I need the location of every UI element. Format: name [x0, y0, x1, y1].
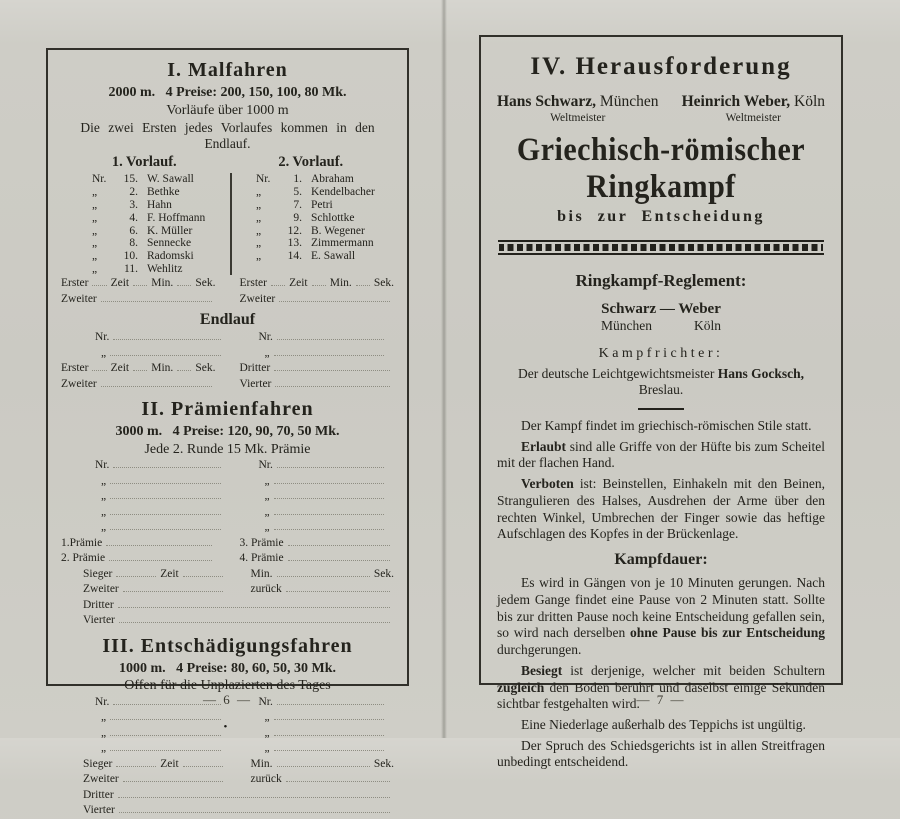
min-label: Min. [151, 277, 174, 289]
ditto-mark: „ [264, 711, 270, 724]
result-label: Dritter [239, 362, 271, 375]
rider-name: Hahn [147, 198, 172, 211]
praemienfahren-results [61, 567, 394, 629]
time-label: Zeit [160, 567, 179, 580]
blank-line [110, 741, 220, 751]
blank-line [274, 741, 384, 751]
rider-prefix: „ [256, 224, 262, 237]
pairing-city-left: München [601, 318, 652, 333]
rider-number: 9. [293, 211, 302, 224]
pairing-cities [497, 318, 825, 334]
min-label: Min. [151, 362, 174, 375]
result-label: Zweiter [61, 292, 97, 305]
heat2-list [232, 172, 394, 276]
contestant-right [682, 93, 825, 124]
rule-paragraph: Der Spruch des Schiedsgerichts ist in allen Streitfragen unbedingt entscheidend. [497, 737, 825, 770]
rider-name: F. Hoffmann [147, 211, 206, 224]
rider-row [92, 199, 230, 212]
rider-row [92, 186, 230, 199]
left-page [46, 48, 409, 817]
blank-line [110, 489, 220, 499]
rider-number: 10. [123, 250, 138, 263]
sek-label: Sek. [373, 757, 394, 770]
rider-prefix: „ [92, 237, 98, 250]
ditto-mark: „ [264, 521, 270, 534]
rule-text: Es wird in Gängen von je 10 Minuten gerungen. Nach jedem Gange findet eine Pause von 2 Minuten statt. Sollte bis zur dritten Pause noch keine Entscheidung gefallen sein, so wird nach derselben [497, 575, 825, 641]
rider-prefix: „ [256, 198, 262, 211]
blank-line [118, 598, 390, 608]
pairing-city-right: Köln [694, 318, 721, 333]
contestant-city: München [596, 93, 659, 110]
contestant-city: Köln [790, 93, 825, 110]
result-label: Vierter [83, 614, 115, 627]
referee-title: Kampfrichter: [598, 346, 724, 361]
blank-line [177, 276, 191, 286]
blank-line [279, 292, 390, 302]
blank-line [274, 520, 384, 530]
blank-line [110, 710, 220, 720]
rider-name: Petri [311, 198, 333, 211]
rider-prefix: „ [92, 250, 98, 263]
ditto-mark: „ [101, 726, 107, 739]
rule-text: ist: Beinstellen, Einhakeln mit den Beinen, Strangulieren des Halses, Ausdrehen der Arme über den rechten Winkel, Umbrechen der Finger sowie das heftige Aufschlagen des Kopfes in der Brückenlage. [497, 476, 825, 542]
blank-line [116, 757, 156, 767]
blank-line [177, 361, 191, 371]
section-praemienfahren-title: II. Prämienfahren [141, 398, 314, 421]
sek-label: Sek. [195, 277, 216, 289]
rule-paragraph [497, 575, 825, 659]
praemie-label: 3. Prämie [239, 536, 284, 549]
decorative-square-band [498, 240, 824, 255]
praemien-lines [61, 536, 394, 567]
praemienfahren-prices: 3000 m. 4 Preise: 120, 90, 70, 50 Mk. [115, 424, 340, 440]
nr-label: Nr. [258, 695, 273, 708]
sek-label: Sek. [373, 567, 394, 580]
blank-line [118, 788, 390, 798]
blank-line [271, 276, 285, 286]
time-label: Zeit [160, 757, 179, 770]
blank-line [275, 377, 390, 387]
rider-name: Zimmermann [311, 237, 374, 250]
praemienfahren-entries [61, 458, 394, 536]
page-number-left: — 6 — [203, 692, 252, 707]
blank-line [101, 292, 212, 302]
blank-line [92, 361, 106, 371]
ditto-mark: „ [101, 742, 107, 755]
section-herausforderung-title: IV. Herausforderung [530, 53, 792, 80]
rider-name: Radomski [147, 250, 194, 263]
time-label: Zeit [289, 277, 308, 289]
rule-keyword: zugleich [497, 679, 545, 695]
ditto-mark: „ [101, 505, 107, 518]
pairing: Schwarz — Weber [601, 301, 721, 317]
section-entschaedigungsfahren-title: III. Entschädigungsfahren [102, 634, 353, 657]
rider-name: E. Sawall [311, 250, 356, 263]
event-subheadline: bis zur Entscheidung [557, 208, 765, 225]
referee-pre: Der deutsche Leichtgewichtsmeister [517, 366, 718, 381]
blank-line [288, 551, 390, 561]
blank-line [274, 710, 384, 720]
result-label: Erster [61, 362, 89, 375]
contestant-subtitle: Weltmeister [725, 112, 781, 124]
contestant-subtitle: Weltmeister [550, 112, 606, 124]
rider-name: W. Sawall [147, 173, 194, 185]
nr-label: Nr. [95, 695, 110, 708]
result-label: Zweiter [83, 773, 119, 786]
blank-line [133, 276, 147, 286]
rider-number: 6. [129, 224, 138, 237]
blank-line [116, 567, 156, 577]
blank-line [277, 330, 384, 340]
praemie-label: 2. Prämie [61, 552, 106, 565]
rule-keyword: Erlaubt [521, 438, 567, 454]
ditto-mark: „ [264, 474, 270, 487]
right-page [479, 35, 843, 770]
rider-row [256, 250, 394, 263]
zurueck-label: zurück [250, 773, 282, 786]
rider-name: Schlottke [311, 211, 355, 224]
ditto-mark: „ [101, 521, 107, 534]
result-label: Dritter [83, 598, 114, 611]
rider-name: Sennecke [147, 237, 192, 250]
referee-line [497, 366, 825, 398]
rider-number: 15. [123, 173, 138, 185]
result-label: Vierter [239, 377, 272, 390]
rider-prefix: „ [92, 185, 98, 198]
heat-results [61, 276, 394, 307]
reglement-title: Ringkampf-Reglement: [575, 271, 747, 290]
nr-label: Nr. [95, 459, 110, 472]
blank-line [110, 474, 220, 484]
rule-paragraph: Der Kampf findet im griechisch-römischen Stile statt. [521, 418, 812, 433]
ditto-mark: „ [264, 346, 270, 359]
min-label: Min. [250, 567, 273, 580]
blank-line [274, 474, 384, 484]
nr-label: Nr. [95, 331, 110, 344]
result-label: Sieger [83, 757, 113, 770]
blank-line [113, 330, 220, 340]
blank-line [274, 726, 384, 736]
rider-row [256, 199, 394, 212]
rider-prefix: Nr. [256, 173, 271, 185]
rider-prefix: „ [92, 211, 98, 224]
zurueck-label: zurück [250, 583, 282, 596]
rule-text: durchgerungen. [497, 642, 582, 658]
blank-line [119, 803, 390, 813]
rider-number: 12. [287, 224, 302, 237]
ditto-mark: „ [101, 346, 107, 359]
rider-name: B. Wegener [311, 224, 365, 237]
referee-post: Breslau. [638, 382, 684, 397]
rule-paragraph [497, 476, 825, 543]
blank-line [277, 458, 384, 468]
result-label: Erster [61, 277, 89, 289]
rider-row [256, 237, 394, 250]
rider-name: K. Müller [147, 224, 193, 237]
time-label: Zeit [110, 277, 130, 289]
rider-number: 11. [124, 263, 138, 276]
rider-row [92, 212, 230, 225]
rule-text: den Boden berührt und daselbst einige Sekunden sichtbar festgehalten wird. [497, 679, 825, 712]
blank-line [274, 361, 390, 371]
rider-number: 5. [293, 185, 302, 198]
contestant-name: Hans Schwarz, [497, 93, 597, 110]
rider-number: 7. [293, 198, 302, 211]
ditto-mark: „ [264, 726, 270, 739]
heat2-title: 2. Vorlauf. [278, 154, 344, 170]
blank-line [92, 276, 106, 286]
rider-row [256, 225, 394, 238]
rule-paragraph [497, 439, 825, 472]
rider-prefix: „ [256, 250, 262, 263]
blank-line [183, 567, 223, 577]
min-label: Min. [250, 757, 273, 770]
result-label: Zweiter [61, 377, 97, 390]
blank-line [101, 377, 212, 387]
entschaedigungsfahren-results [61, 757, 394, 819]
rider-row [92, 263, 230, 276]
blank-line [288, 536, 390, 546]
section-malfahren-title: I. Malfahren [167, 59, 288, 81]
praemie-label: 1.Prämie [61, 536, 103, 549]
rule-keyword: Verboten [521, 476, 574, 492]
ditto-mark: „ [101, 490, 107, 503]
blank-line [183, 757, 223, 767]
ditto-mark: „ [101, 711, 107, 724]
rider-prefix: „ [256, 237, 262, 250]
malfahren-prices: 2000 m. 4 Preise: 200, 150, 100, 80 Mk. [108, 85, 347, 100]
result-label: Sieger [83, 567, 113, 580]
divider-rule [638, 408, 684, 410]
rider-row [256, 186, 394, 199]
page-number-right: — 7 — [636, 692, 686, 707]
heat1-list [61, 172, 230, 276]
rider-row [92, 237, 230, 250]
ditto-mark: „ [101, 474, 107, 487]
page-fold [441, 0, 447, 738]
endlauf-results [61, 361, 394, 392]
rule-text: ist derjenige, welcher mit beiden Schultern [562, 662, 825, 678]
referee-name: Hans Gocksch, [717, 366, 805, 381]
blank-line [133, 361, 147, 371]
blank-line [123, 772, 223, 782]
blank-line [286, 582, 390, 592]
blank-line [274, 346, 384, 356]
rider-number: 8. [129, 237, 138, 250]
rider-row [256, 173, 394, 186]
contestant-name: Heinrich Weber, [681, 93, 791, 110]
rider-prefix: Nr. [92, 173, 107, 185]
rider-prefix: „ [256, 185, 262, 198]
blank-line [312, 276, 326, 286]
blank-line [110, 726, 220, 736]
rider-prefix: „ [92, 224, 98, 237]
blank-line [110, 505, 220, 515]
rule-keyword: ohne Pause bis zur Entscheidung [629, 625, 825, 641]
rider-name: Bethke [147, 185, 180, 198]
praemienfahren-subtitle: Jede 2. Runde 15 Mk. Prämie [144, 441, 311, 457]
blank-line [106, 536, 211, 546]
malfahren-subtitle: Vorläufe über 1000 m [166, 102, 289, 118]
rider-row [256, 212, 394, 225]
rider-number: 3. [129, 198, 138, 211]
rider-row [92, 173, 230, 186]
ditto-mark: „ [264, 505, 270, 518]
rider-row [92, 250, 230, 263]
rider-number: 13. [287, 237, 302, 250]
rider-number: 2. [129, 185, 138, 198]
rider-prefix: „ [92, 198, 98, 211]
rider-name: Abraham [311, 173, 354, 185]
ditto-mark: „ [264, 742, 270, 755]
blank-line [286, 772, 390, 782]
blank-line [109, 551, 211, 561]
nr-label: Nr. [258, 331, 273, 344]
blank-line [110, 520, 220, 530]
blank-line [277, 567, 370, 577]
result-label: Zweiter [83, 583, 119, 596]
result-label: Dritter [83, 788, 114, 801]
blank-line [356, 276, 370, 286]
rule-keyword: Besiegt [521, 662, 563, 678]
entschaedigungsfahren-prices: 1000 m. 4 Preise: 80, 60, 50, 30 Mk. [118, 660, 337, 676]
endlauf-entries [61, 330, 394, 361]
result-label: Erster [239, 277, 267, 289]
rider-name: Wehlitz [147, 263, 183, 276]
nr-label: Nr. [258, 459, 273, 472]
endlauf-title: Endlauf [199, 311, 256, 329]
rider-number: 1. [293, 173, 302, 185]
rider-number: 4. [129, 211, 138, 224]
contestant-left [497, 93, 658, 124]
entschaedigungsfahren-subtitle: Offen für die Unplazierten des Tages [124, 678, 331, 694]
ditto-mark: „ [264, 490, 270, 503]
kampfdauer-title: Kampfdauer: [614, 551, 708, 569]
rider-name: Kendelbacher [311, 185, 375, 198]
contestants [497, 93, 825, 124]
blank-line [113, 458, 220, 468]
min-label: Min. [329, 277, 352, 289]
result-label: Vierter [83, 804, 115, 817]
blank-line [123, 582, 223, 592]
time-label: Zeit [110, 362, 130, 375]
praemie-label: 4. Prämie [239, 552, 284, 565]
starters-lists [61, 172, 394, 276]
blank-line [119, 613, 390, 623]
blank-line [110, 346, 220, 356]
event-headline: Griechisch-römischer Ringkampf [516, 132, 806, 205]
result-label: Zweiter [239, 292, 276, 305]
heat1-title: 1. Vorlauf. [111, 154, 177, 170]
rider-prefix: „ [256, 211, 262, 224]
rider-prefix: „ [92, 263, 98, 276]
rule-paragraph: Eine Niederlage außerhalb des Teppichs ist ungültig. [521, 717, 806, 733]
rule-text: sind alle Griffe von der Hüfte bis zum Scheitel mit der flachen Hand. [497, 438, 825, 471]
blank-line [274, 505, 384, 515]
rider-number: 14. [287, 250, 302, 263]
rider-row [92, 225, 230, 238]
blank-line [274, 489, 384, 499]
sek-label: Sek. [195, 362, 216, 375]
bullet-mark: • [223, 720, 228, 733]
sek-label: Sek. [373, 277, 394, 289]
malfahren-note: Die zwei Ersten jedes Vorlaufes kommen in den Endlauf. [80, 120, 375, 151]
blank-line [277, 757, 370, 767]
